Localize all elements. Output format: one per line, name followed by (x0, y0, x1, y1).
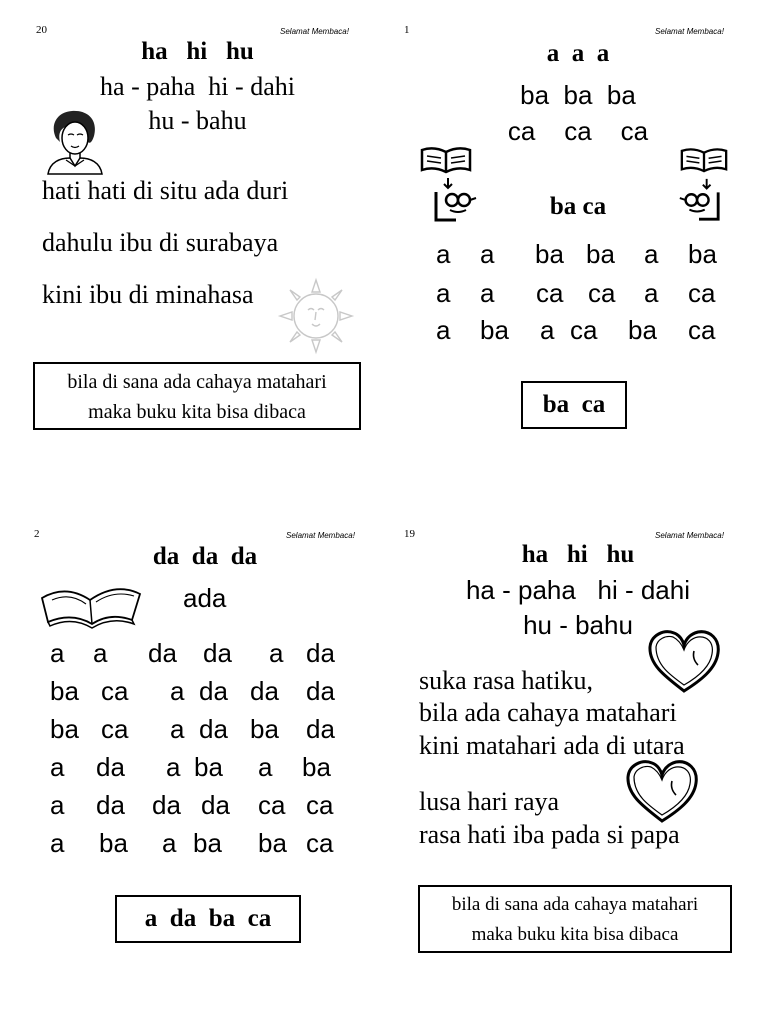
page-subtitle: ba ca (549, 193, 607, 220)
word-line: hu - bahu (148, 106, 247, 135)
grid-cell: ca (688, 278, 716, 308)
grid-cell: ca (101, 714, 129, 744)
page-title: ha hi hu (521, 541, 635, 568)
book-icon (420, 146, 472, 176)
sentence: rasa hati iba pada si papa (419, 820, 680, 849)
grid-cell: da (201, 790, 230, 820)
grid-cell: ba (535, 239, 564, 269)
grid-cell: a (480, 278, 495, 308)
reading-box: a da ba ca (115, 895, 301, 943)
grid-cell: a (540, 315, 555, 345)
grid-cell: a (50, 828, 65, 858)
grid-cell: ba (50, 676, 79, 706)
sentence: lusa hari raya (419, 787, 560, 816)
page-tag: Selamat Membaca! (655, 27, 724, 36)
grid-cell: da (250, 676, 279, 706)
grid-cell: ba (258, 828, 287, 858)
page-number: 1 (404, 24, 410, 36)
sentence: bila ada cahaya matahari (419, 698, 677, 727)
page-title: ha hi hu (141, 38, 254, 65)
sentence: kini ibu di minahasa (42, 280, 254, 309)
grid-cell: ba (99, 828, 128, 858)
page-title: a a a (546, 40, 610, 67)
grid-cell: a (436, 315, 451, 345)
grid-cell: ba (193, 828, 222, 858)
word-line: ada (183, 583, 227, 613)
heart-icon (624, 757, 700, 825)
grid-cell: da (306, 638, 335, 668)
grid-cell: ba (628, 315, 657, 345)
heart-icon (646, 627, 722, 695)
syllable-line: ca ca ca (507, 116, 649, 146)
grid-cell: ca (306, 790, 334, 820)
grid-cell: ca (536, 278, 564, 308)
grid-cell: ca (688, 315, 716, 345)
grid-cell: ba (586, 239, 615, 269)
word-line: ha - paha hi - dahi (100, 72, 295, 101)
page-tag: Selamat Membaca! (280, 27, 349, 36)
box-line: bila di sana ada cahaya matahari (451, 894, 699, 915)
box-line: maka buku kita bisa dibaca (471, 924, 679, 945)
grid-cell: ba (50, 714, 79, 744)
grid-cell: a (170, 714, 185, 744)
grid-cell: da (306, 714, 335, 744)
grid-cell: a (93, 638, 108, 668)
grid-cell: a (480, 239, 495, 269)
grid-cell: ca (101, 676, 129, 706)
grid-cell: a (258, 752, 273, 782)
grid-cell: a (50, 790, 65, 820)
sun-icon (278, 278, 354, 354)
grid-cell: ba (688, 239, 717, 269)
grid-cell: a (644, 239, 659, 269)
page-number: 20 (36, 24, 47, 36)
grid-cell: a (436, 239, 451, 269)
woman-portrait-icon (46, 108, 104, 174)
grid-cell: a (170, 676, 185, 706)
box-line: bila di sana ada cahaya matahari (67, 371, 327, 393)
grid-cell: da (96, 752, 125, 782)
page-number: 2 (34, 528, 40, 540)
sentence: hati hati di situ ada duri (42, 176, 289, 205)
sentence: suka rasa hatiku, (419, 666, 594, 695)
book-icon (680, 146, 728, 176)
sentence: kini matahari ada di utara (419, 731, 685, 760)
grid-cell: a (162, 828, 177, 858)
grid-cell: ca (588, 278, 616, 308)
page-number: 19 (404, 528, 415, 540)
grid-cell: da (152, 790, 181, 820)
grid-cell: da (148, 638, 177, 668)
grid-cell: ba (302, 752, 331, 782)
grid-cell: ca (258, 790, 286, 820)
page-title: da da da (152, 543, 258, 570)
grid-cell: da (203, 638, 232, 668)
grid-cell: a (644, 278, 659, 308)
word-line: hu - bahu (523, 610, 633, 640)
sentence: dahulu ibu di surabaya (42, 228, 279, 257)
grid-cell: a (166, 752, 181, 782)
reading-box (418, 885, 732, 953)
word-line: ha - paha hi - dahi (465, 575, 691, 605)
open-book-icon (38, 578, 144, 630)
grid-cell: da (306, 676, 335, 706)
box-line: maka buku kita bisa dibaca (88, 401, 306, 423)
grid-cell: ba (194, 752, 223, 782)
page-tag: Selamat Membaca! (286, 531, 355, 540)
grid-cell: a (50, 638, 65, 668)
syllable-line: ba ba ba (520, 80, 636, 110)
reading-box (33, 362, 361, 430)
grid-cell: a (436, 278, 451, 308)
grid-cell: da (199, 676, 228, 706)
grid-cell: ca (570, 315, 598, 345)
reading-box: ba ca (521, 381, 627, 429)
grid-cell: da (96, 790, 125, 820)
page-tag: Selamat Membaca! (655, 531, 724, 540)
grid-cell: a (269, 638, 284, 668)
grid-cell: ba (480, 315, 509, 345)
grid-cell: da (199, 714, 228, 744)
grid-cell: a (50, 752, 65, 782)
grid-cell: ca (306, 828, 334, 858)
grid-cell: ba (250, 714, 279, 744)
